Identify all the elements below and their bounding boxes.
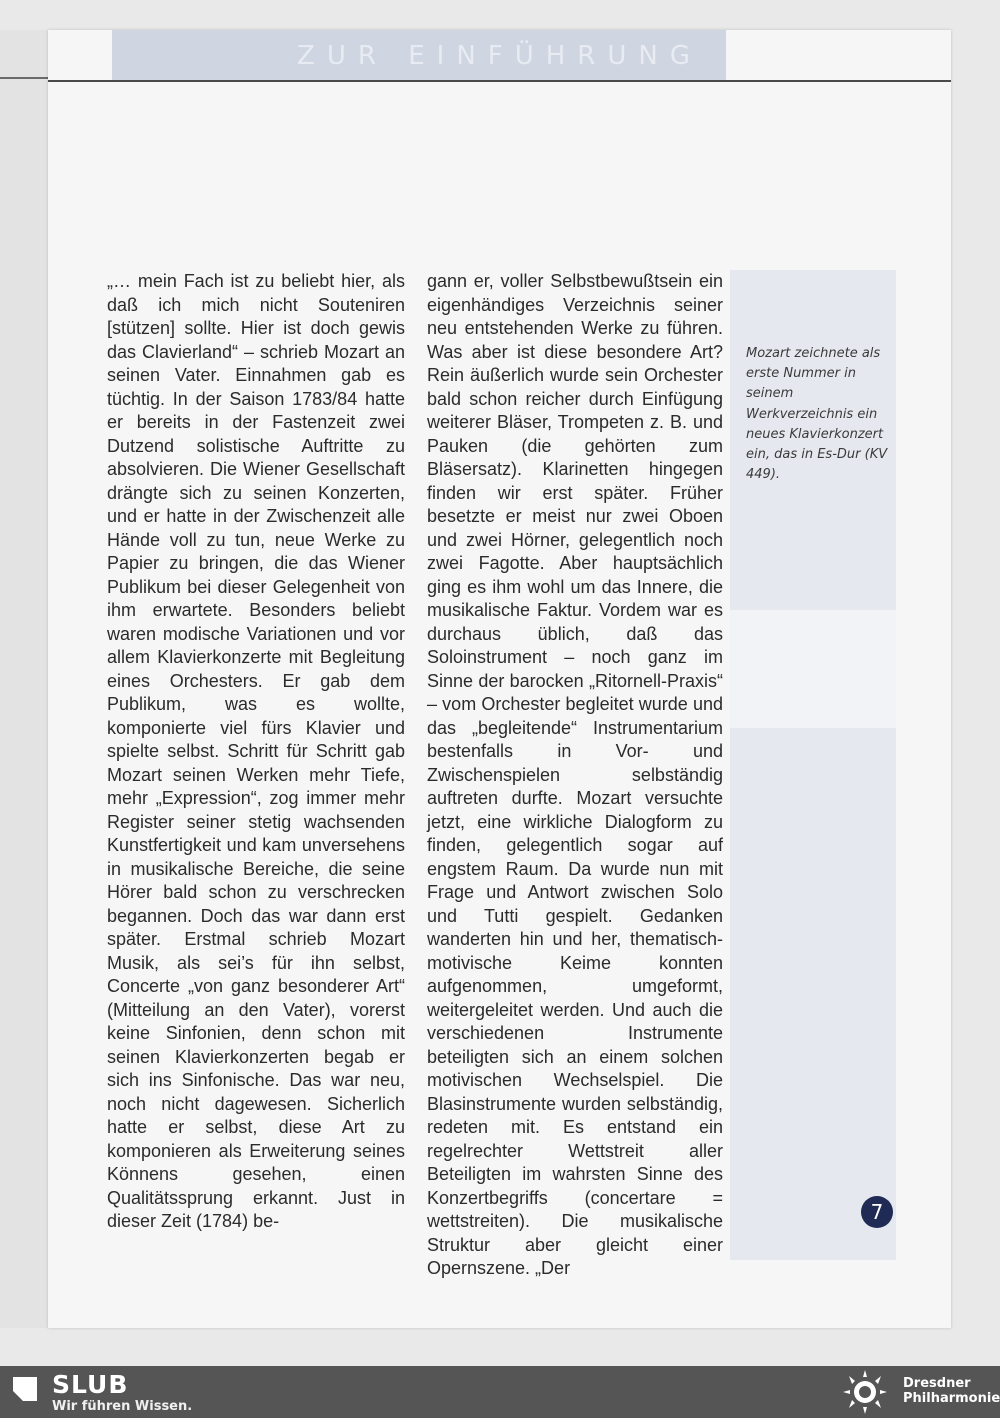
slub-logo-icon <box>10 1374 40 1404</box>
section-title: ZUR EINFÜHRUNG <box>297 41 702 71</box>
partner-name <box>903 1376 1000 1406</box>
partner-name-line2: Philharmonie <box>903 1391 1000 1406</box>
body-paragraph-left: „… mein Fach ist zu beliebt hier, als daß ich mich nicht Souteniren [stützen] sollte. Hier ist doch gewis das Clavierland“ – schrieb Mozart an seinen Vater. Einnahmen gab es tüchtig. In der Saison 1783/84 hatte er bereits in der Fastenzeit zwei Dutzend solistische Auftritte zu absolvieren. Die Wiener Gesellschaft drängte sich zu seinen Konzerten, und er hatte in der Zwischenzeit alle Hände voll zu tun, neue Werke zu Papier zu bringen, die das Wiener Publikum bei dieser Gelegenheit von ihm erwartete. Besonders beliebt waren modische Variationen und vor allem Klavierkonzerte mit Begleitung eines Orchesters. Er gab dem Publikum, was es wollte, komponierte viel fürs Klavier und spielte selbst. Schritt für Schritt gab Mozart seinen Werken mehr Tiefe, mehr „Expression“, zog immer mehr Register seiner stetig wachsenden Kunstfertigkeit und kam unversehens in musikalische Bereiche, die seine Hörer bald schon zu verschrecken begannen. Doch das war dann erst später. Erstmal schrieb Mozart Musik, als sei’s für ihn selbst, Concerte „von ganz besonderer Art“ (Mitteilung an den Vater), vorerst keine Sinfonien, denn schon mit seinen Klavierkonzerten begab er sich ins Sinfonische. Das war neu, noch nicht dagewesen. Sicherlich hatte er selbst, diese Art zu komponieren als Erweiterung seines Könnens gesehen, einen Qualitätssprung erkannt. Just in dieser Zeit (1784) be- <box>107 271 405 1231</box>
margin-note-text: Mozart zeichnete als erste Nummer in seinem Werkverzeichnis ein neues Klavierkonzert ein, das in Es-Dur (KV 449). <box>746 346 888 483</box>
header-band <box>112 30 726 80</box>
library-slogan: Wir führen Wissen. <box>52 1399 193 1414</box>
text-column-left <box>107 270 405 1234</box>
margin-note <box>746 344 892 485</box>
previous-page-edge <box>0 30 53 1328</box>
footer-bar <box>0 1366 1000 1418</box>
document-page <box>48 30 951 1328</box>
text-column-right <box>427 270 723 1281</box>
philharmonie-logo-icon <box>840 1369 890 1415</box>
sidebar-light-block <box>730 610 896 728</box>
header-rule <box>48 80 951 82</box>
previous-page-rule <box>0 77 48 79</box>
body-paragraph-right: gann er, voller Selbstbewußtsein ein eigenhändiges Verzeichnis seiner neu entstehenden Werke zu führen. Was aber ist diese besondere Art? Rein äußerlich wurde sein Orchester bald schon reicher durch Einfügung weiterer Bläser, Trompeten z. B. und Pauken (die gehörten zum Bläsersatz). Klarinetten hingegen finden wir erst später. Früher besetzte er meist nur zwei Oboen und zwei Hörner, gelegentlich noch zwei Fagotte. Aber hauptsächlich ging es ihm wohl um das Innere, die musikalische Faktur. Vordem war es durchaus üblich, daß das Soloinstrument – noch ganz im Sinne der barocken „Ritornell-Praxis“ – vom Orchester begleitet wurde und das „begleitende“ Instrumentarium bestenfalls in Vor- und Zwischenspielen selbständig auftreten durfte. Mozart versuchte jetzt, eine wirkliche Dialogform zu finden, gelegentlich sogar auf engstem Raum. Da wurde nun mit Frage und Antwort zwischen Solo und Tutti gespielt. Gedanken wanderten hin und her, thematisch-motivische Keime konnten aufgenommen, umgeformt, weitergeleitet werden. Und auch die verschiedenen Instrumente beteiligten sich an einem solchen motivischen Wechselspiel. Die Blasinstrumente wurden selbständig, redeten mit. Es entstand ein regelrechter Wettstreit aller Beteiligten im wahrsten Sinne des Konzertbegriffs (concertare = wettstreiten). Die musikalische Struktur aber gleicht einer Opernszene. „Der <box>427 271 723 1278</box>
library-name: SLUB <box>52 1370 129 1399</box>
partner-name-line1: Dresdner <box>903 1376 971 1391</box>
page-number-badge: 7 <box>861 1196 893 1228</box>
